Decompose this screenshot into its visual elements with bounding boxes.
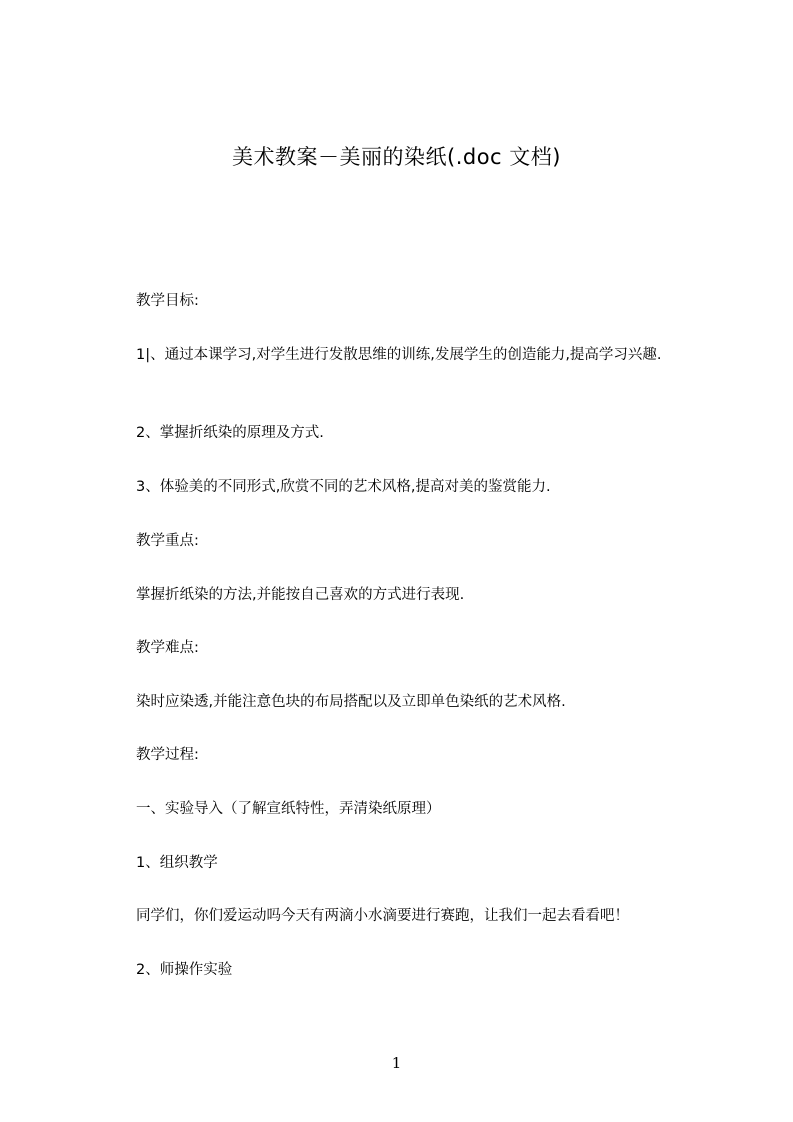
paragraph-step-2: 2、师操作实验	[136, 962, 233, 978]
paragraph-goal-1: 1|、通过本课学习,对学生进行发散思维的训练,发展学生的创造能力,提高学习兴趣.	[136, 347, 662, 363]
paragraph-key-points: 掌握折纸染的方法,并能按自己喜欢的方式进行表现.	[136, 587, 465, 603]
paragraph-difficulties-heading: 教学难点:	[136, 640, 199, 656]
paragraph-step-1: 1、组织教学	[136, 855, 218, 871]
paragraph-goal-3: 3、体验美的不同形式,欣赏不同的艺术风格,提高对美的鉴赏能力.	[136, 479, 551, 495]
paragraph-difficulties: 染时应染透,并能注意色块的布局搭配以及立即单色染纸的艺术风格.	[136, 694, 566, 710]
page-number: 1	[391, 1054, 402, 1072]
paragraph-teaching-goals-heading: 教学目标:	[136, 293, 199, 309]
paragraph-section-1: 一、实验导入（了解宣纸特性，弄清染纸原理）	[136, 801, 441, 817]
paragraph-intro-speech: 同学们，你们爱运动吗今天有两滴小水滴要进行赛跑，让我们一起去看看吧！	[136, 908, 629, 924]
paragraph-goal-2: 2、掌握折纸染的原理及方式.	[136, 425, 324, 441]
paragraph-key-points-heading: 教学重点:	[136, 533, 199, 549]
document-title: 美术教案－美丽的染纸(.doc 文档)	[232, 145, 561, 169]
paragraph-process-heading: 教学过程:	[136, 747, 199, 763]
